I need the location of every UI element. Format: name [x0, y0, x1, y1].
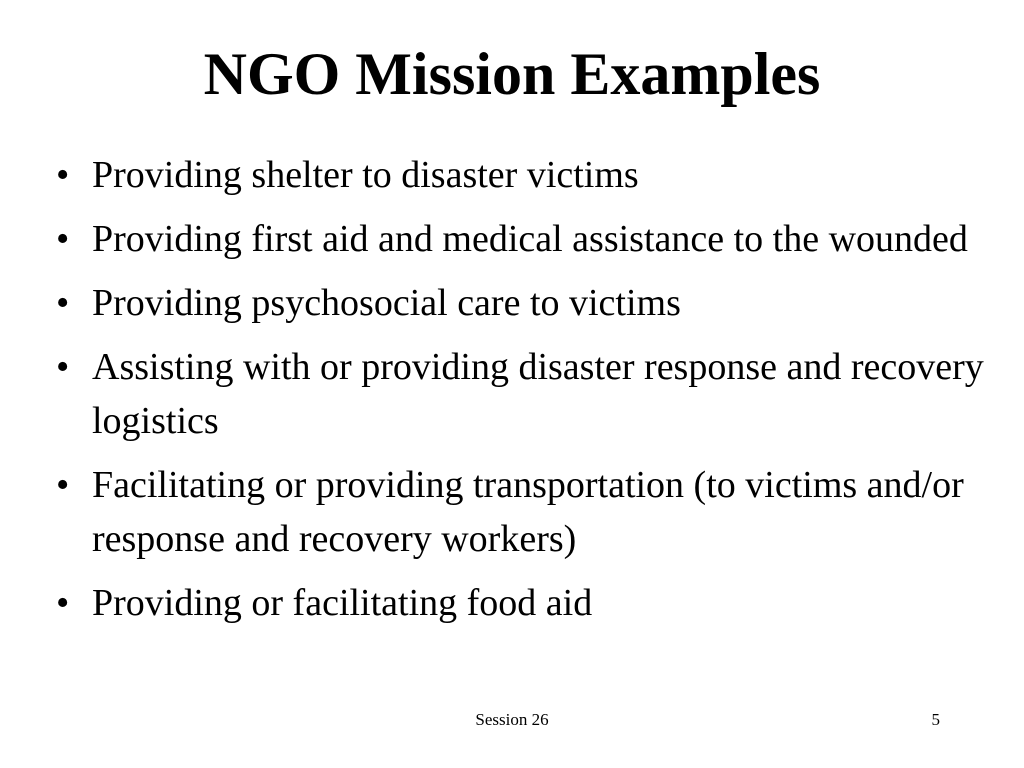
bullet-icon: • — [56, 582, 70, 624]
bullet-text: Facilitating or providing transportation (to victims and/or response and recovery workers) — [92, 464, 964, 560]
bullet-icon: • — [56, 346, 70, 388]
bullet-icon: • — [56, 464, 70, 506]
bullet-text: Providing first aid and medical assistance to the wounded — [92, 218, 968, 260]
bullet-item — [56, 458, 986, 566]
bullet-text: Providing psychosocial care to victims — [92, 282, 681, 324]
footer-page-number: 5 — [931, 710, 940, 729]
footer-session-label: Session 26 — [475, 710, 549, 729]
bullet-item — [56, 340, 986, 448]
bullet-list — [56, 148, 986, 640]
bullet-text: Assisting with or providing disaster response and recovery logistics — [92, 346, 984, 442]
bullet-text: Providing shelter to disaster victims — [92, 154, 639, 196]
bullet-icon: • — [56, 282, 70, 324]
bullet-icon: • — [56, 218, 70, 260]
bullet-item — [56, 576, 986, 630]
bullet-text: Providing or facilitating food aid — [92, 582, 593, 624]
slide-title: NGO Mission Examples — [203, 41, 821, 107]
bullet-item — [56, 276, 986, 330]
bullet-icon: • — [56, 154, 70, 196]
bullet-item — [56, 212, 986, 266]
bullet-item — [56, 148, 986, 202]
